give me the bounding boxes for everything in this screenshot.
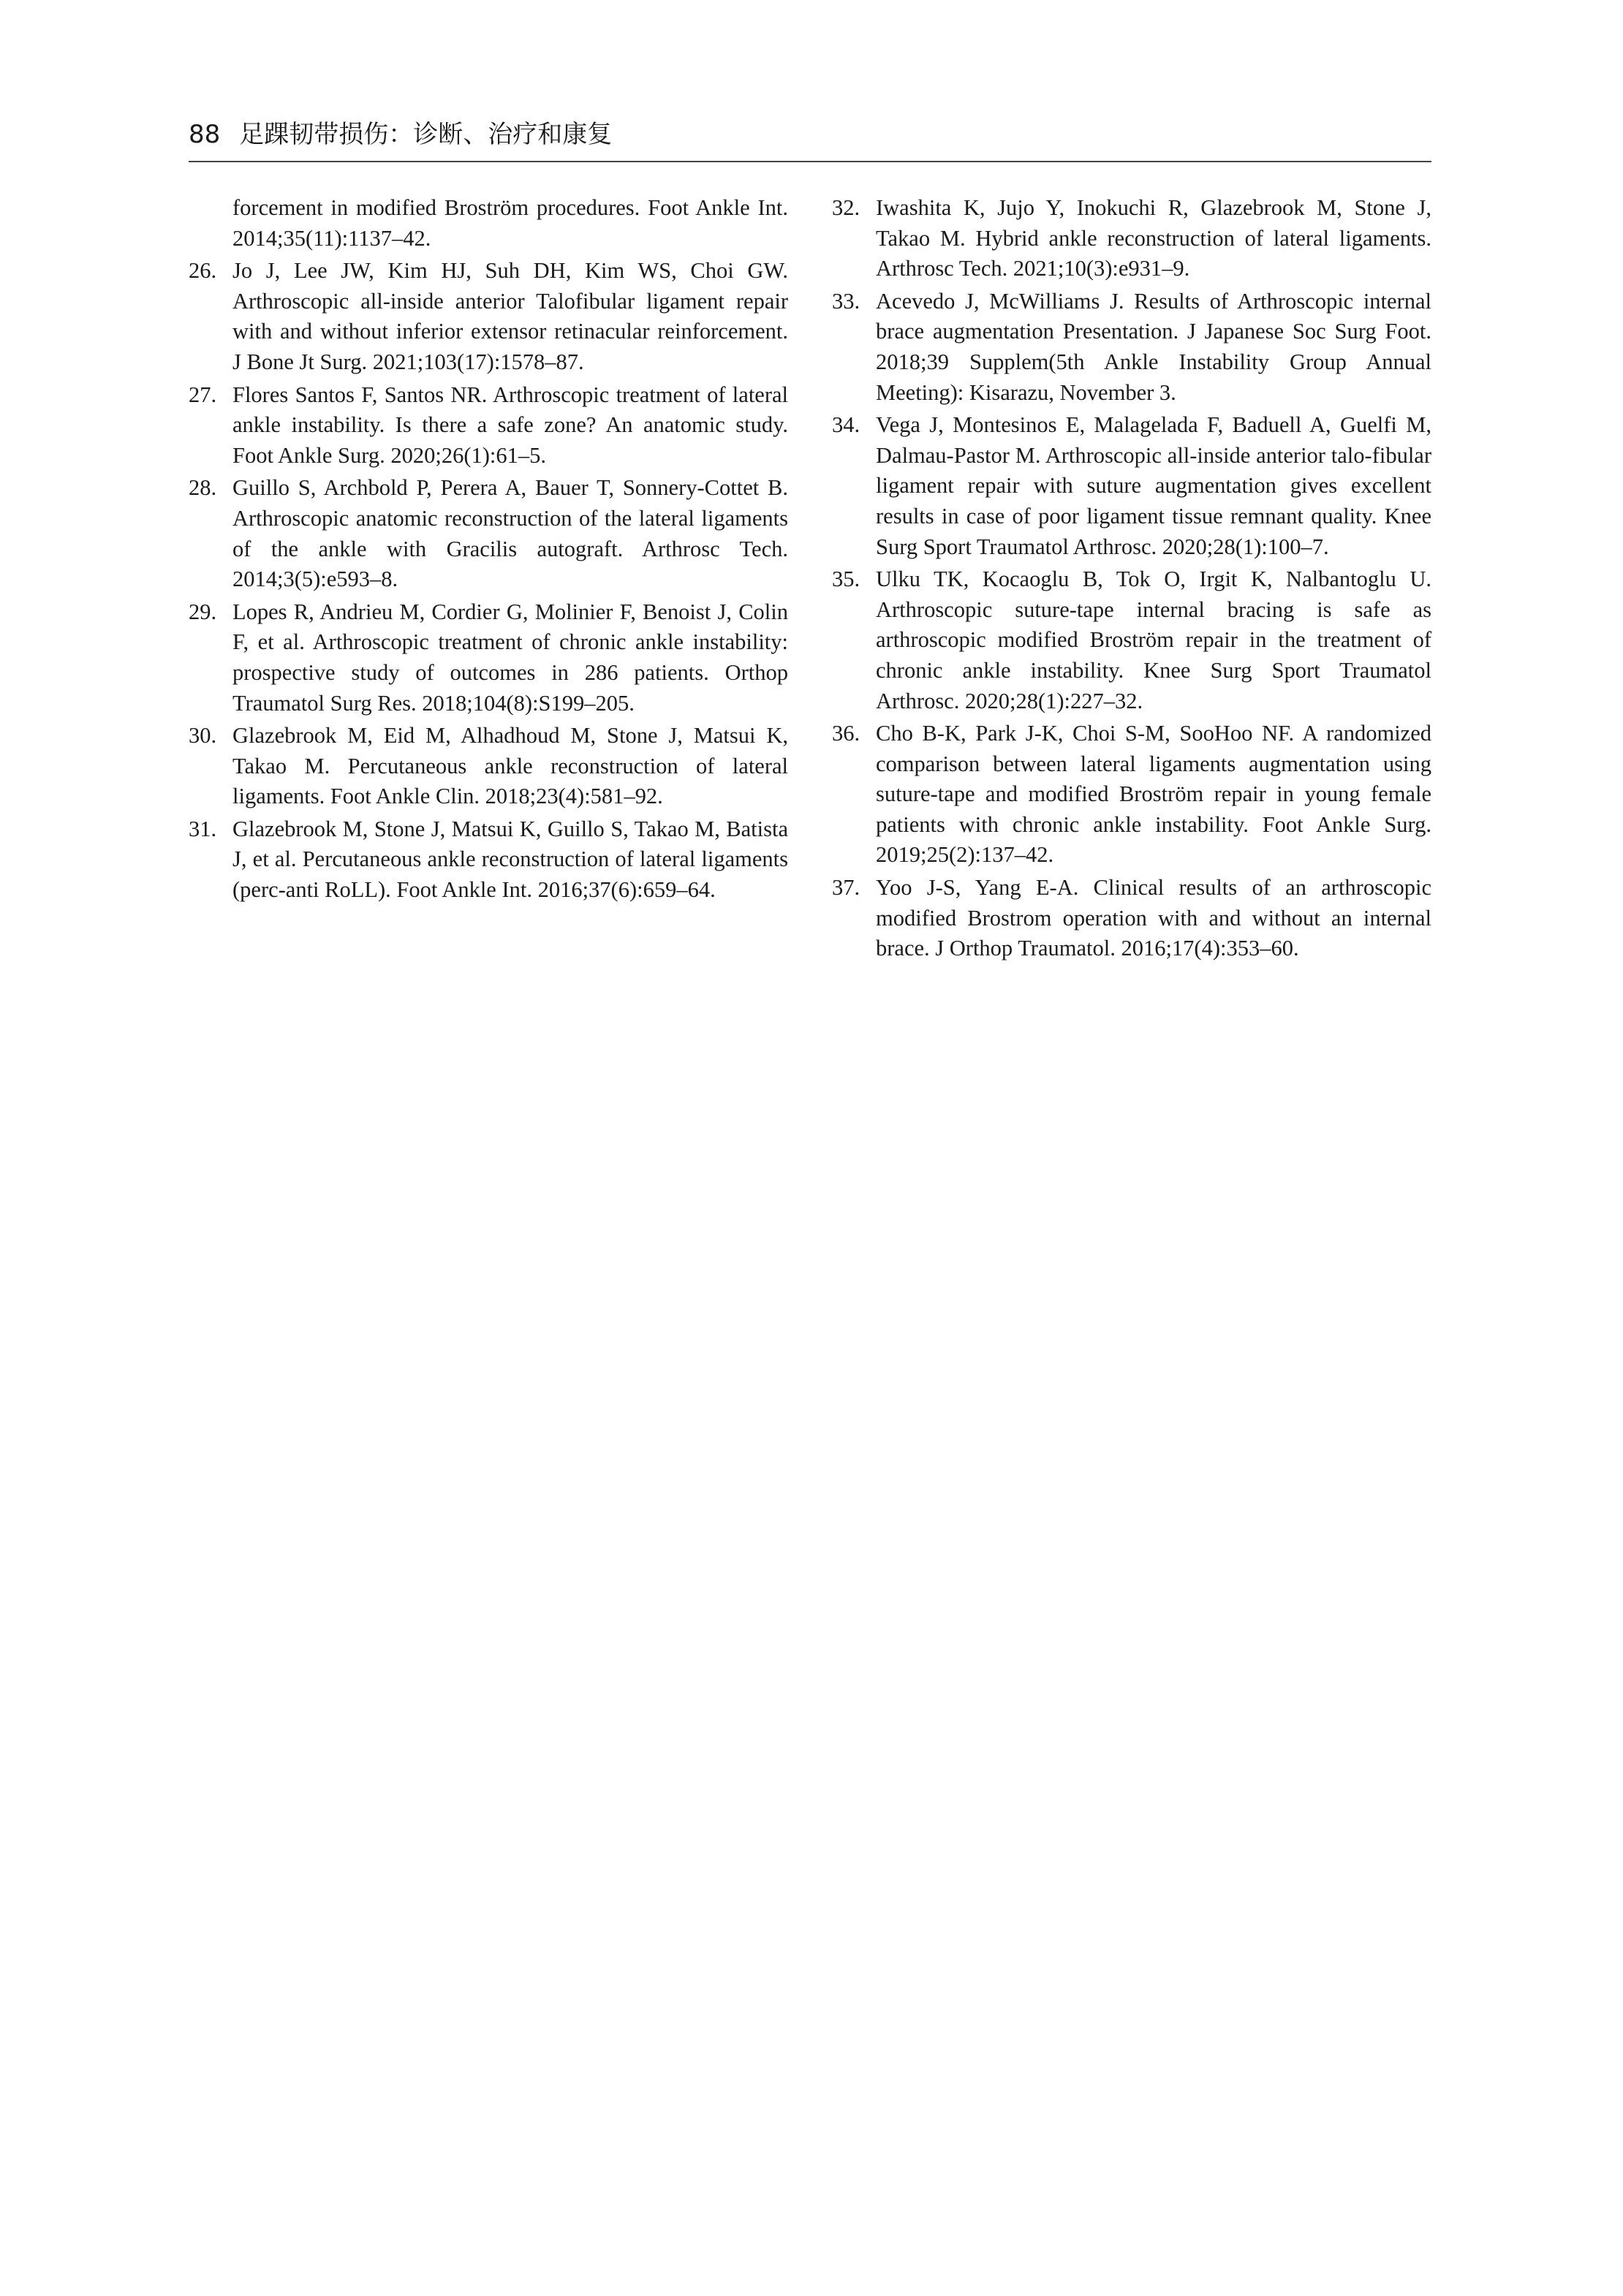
reference-33 xyxy=(832,287,1431,408)
reference-text: Iwashita K, Jujo Y, Inokuchi R, Glazebrook M, Stone J, Takao M. Hybrid ankle reconstruction of lateral ligaments. Arthrosc Tech. 2021;10(3):e931–9. xyxy=(876,195,1431,281)
reference-30 xyxy=(189,721,788,812)
reference-number: 27. xyxy=(189,382,217,407)
reference-text: Lopes R, Andrieu M, Cordier G, Molinier F, Benoist J, Colin F, et al. Arthroscopic treatment of chronic ankle instability: prospective study of outcomes in 286 patients. Orthop Traumatol Surg Res. 2018;104(8):S199–205. xyxy=(232,599,788,716)
reference-28 xyxy=(189,473,788,594)
reference-number: 33. xyxy=(832,288,860,314)
reference-text: Glazebrook M, Stone J, Matsui K, Guillo S, Takao M, Batista J, et al. Percutaneous ankle reconstruction of lateral ligaments (perc-anti RoLL). Foot Ankle Int. 2016;37(6):659–64. xyxy=(232,816,788,903)
reference-number: 29. xyxy=(189,599,217,624)
reference-31 xyxy=(189,814,788,906)
reference-35 xyxy=(832,564,1431,716)
reference-number: 26. xyxy=(189,258,217,284)
reference-text: Glazebrook M, Eid M, Alhadhoud M, Stone J, Matsui K, Takao M. Percutaneous ankle reconstruction of lateral ligaments. Foot Ankle Clin. 2018;23(4):581–92. xyxy=(232,723,788,809)
reference-29 xyxy=(189,597,788,719)
reference-text: Yoo J-S, Yang E-A. Clinical results of an arthroscopic modified Brostrom operation with and without an internal brace. J Orthop Traumatol. 2016;17(4):353–60. xyxy=(876,875,1431,961)
header-divider xyxy=(189,161,1431,162)
reference-36 xyxy=(832,719,1431,871)
reference-number: 36. xyxy=(832,721,860,746)
reference-text: Acevedo J, McWilliams J. Results of Arthroscopic internal brace augmentation Presentation. J Japanese Soc Surg Foot. 2018;39 Supplem(5th Ankle Instability Group Annual Meeting): Kisarazu, November 3. xyxy=(876,288,1431,405)
book-title: 足踝韧带损伤：诊断、治疗和康复 xyxy=(239,120,613,149)
page-number: 88 xyxy=(189,120,221,149)
reference-number: 37. xyxy=(832,875,860,901)
reference-text: forcement in modified Broström procedures. Foot Ankle Int. 2014;35(11):1137–42. xyxy=(232,195,788,251)
reference-text: Guillo S, Archbold P, Perera A, Bauer T, Sonnery-Cottet B. Arthroscopic anatomic reconstruction of the lateral ligaments of the ankle with Gracilis autograft. Arthrosc Tech. 2014;3(5):e593–8. xyxy=(232,475,788,592)
reference-number: 30. xyxy=(189,723,217,749)
reference-text: Ulku TK, Kocaoglu B, Tok O, Irgit K, Nalbantoglu U. Arthroscopic suture-tape internal bracing is safe as arthroscopic modified Broström repair in the treatment of chronic ankle instability. Knee Surg Sport Traumatol Arthrosc. 2020;28(1):227–32. xyxy=(876,567,1431,713)
reference-number: 31. xyxy=(189,816,217,841)
reference-text: Flores Santos F, Santos NR. Arthroscopic treatment of lateral ankle instability. Is there a safe zone? An anatomic study. Foot Ankle Surg. 2020;26(1):61–5. xyxy=(232,382,788,468)
reference-number: 28. xyxy=(189,475,217,501)
reference-34 xyxy=(832,410,1431,562)
reference-column-left xyxy=(189,193,788,908)
reference-continuation xyxy=(189,193,788,254)
running-header xyxy=(189,114,1431,155)
reference-number: 34. xyxy=(832,412,860,438)
reference-37 xyxy=(832,873,1431,964)
reference-number: 35. xyxy=(832,567,860,592)
reference-text: Jo J, Lee JW, Kim HJ, Suh DH, Kim WS, Choi GW. Arthroscopic all-inside anterior Talofibular ligament repair with and without inferior extensor retinacular reinforcement. J Bone Jt Surg. 2021;103(17):1578–87. xyxy=(232,258,788,374)
reference-32 xyxy=(832,193,1431,284)
reference-text: Cho B-K, Park J-K, Choi S-M, SooHoo NF. A randomized comparison between lateral ligaments augmentation using suture-tape and modified Broström repair in young female patients with chronic ankle instability. Foot Ankle Surg. 2019;25(2):137–42. xyxy=(876,721,1431,868)
reference-number: 32. xyxy=(832,195,860,220)
reference-26 xyxy=(189,256,788,377)
reference-column-right xyxy=(832,193,1431,966)
reference-27 xyxy=(189,380,788,471)
reference-text: Vega J, Montesinos E, Malagelada F, Baduell A, Guelfi M, Dalmau-Pastor M. Arthroscopic all-inside anterior talo-fibular ligament repair with suture augmentation gives excellent results in case of poor ligament tissue remnant quality. Knee Surg Sport Traumatol Arthrosc. 2020;28(1):100–7. xyxy=(876,412,1431,559)
